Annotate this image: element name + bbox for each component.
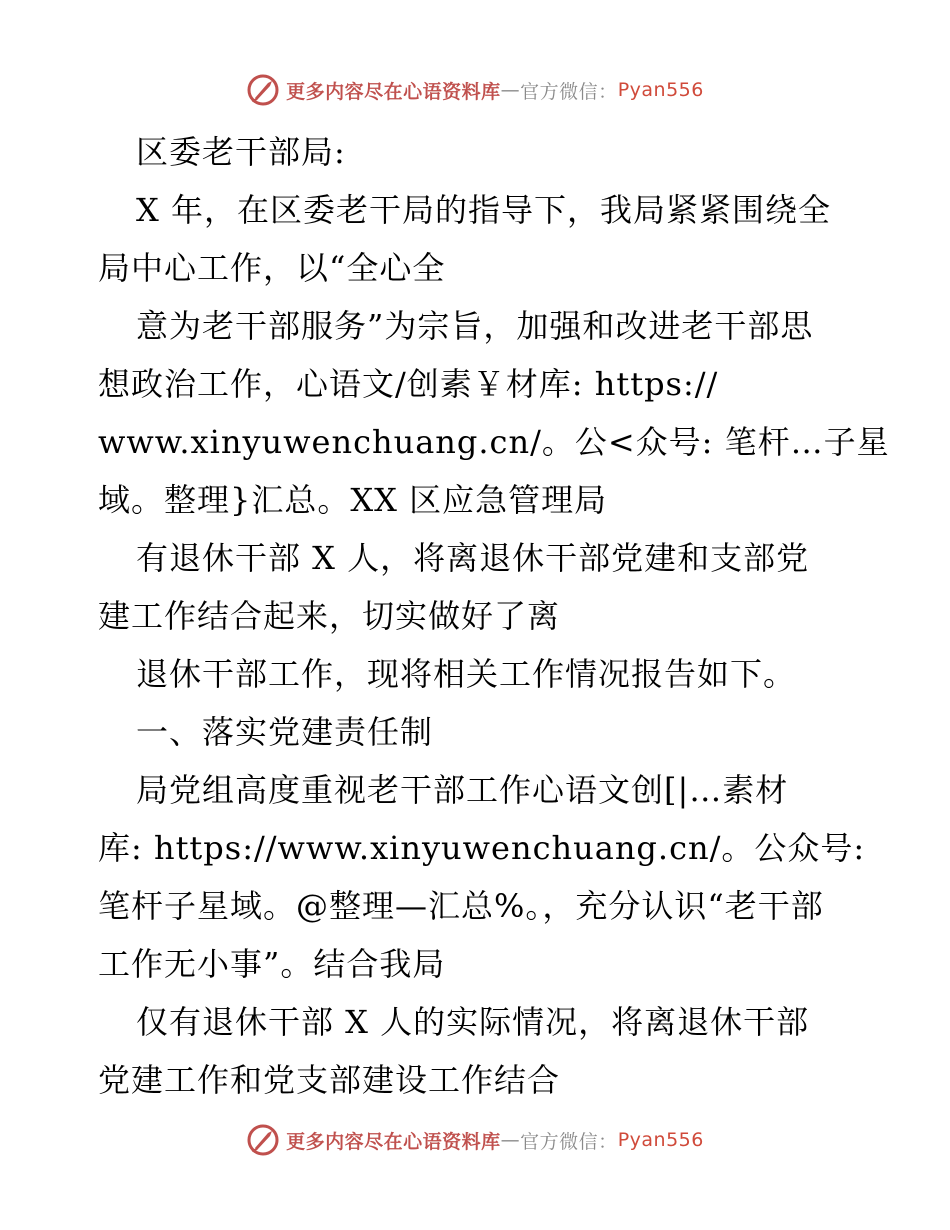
text-line: X 年，在区委老干局的指导下，我局紧紧围绕全 [136, 191, 831, 229]
feather-pen-logo-icon [246, 1123, 280, 1157]
watermark-main-text: 更多内容尽在心语资料库 [286, 80, 501, 103]
text-line: 建工作结合起来，切实做好了离 [98, 597, 561, 635]
watermark-separator: — [500, 1129, 521, 1151]
text-line: 仅有退休干部 X 人的实际情况，将离退休干部 [136, 1003, 810, 1041]
feather-pen-logo-icon [246, 73, 280, 107]
watermark-wechat-id: Pyan556 [617, 1129, 704, 1151]
text-line: 局党组高度重视老干部工作心语文创[|…素材 [136, 771, 789, 809]
text-line: 域。整理}汇总。XX 区应急管理局 [98, 481, 608, 519]
header-watermark [0, 70, 950, 110]
text-line: 库: https://www.xinyuwenchuang.cn/。公众号: [98, 829, 866, 867]
text-line: 局中心工作，以“全心全 [98, 249, 446, 287]
text-line: 意为老干部服务”为宗旨，加强和改进老干部思 [136, 307, 814, 345]
text-line: 有退休干部 X 人，将离退休干部党建和支部党 [136, 539, 810, 577]
text-line: 笔杆子星域。@整理—汇总%。，充分认识“老干部 [98, 887, 824, 925]
footer-watermark [0, 1120, 950, 1160]
watermark-main-text: 更多内容尽在心语资料库 [286, 1130, 501, 1153]
document-body [98, 123, 890, 1109]
text-line: 党建工作和党支部建设工作结合 [98, 1061, 561, 1099]
text-line: 退休干部工作，现将相关工作情况报告如下。 [136, 655, 797, 693]
text-line: 工作无小事”。结合我局 [98, 945, 446, 983]
text-line: www.xinyuwenchuang.cn/。公<众号: 笔杆…子星 [98, 423, 890, 461]
watermark-wechat-label: 官方微信： [520, 1130, 618, 1153]
watermark-wechat-label: 官方微信： [520, 80, 618, 103]
section-heading: 一、落实党建责任制 [136, 713, 434, 751]
text-line: 想政治工作，心语文/创素￥材库: https:// [98, 365, 719, 403]
watermark-wechat-id: Pyan556 [617, 79, 704, 101]
watermark-separator: — [500, 79, 521, 101]
text-line: 区委老干部局: [136, 133, 346, 171]
